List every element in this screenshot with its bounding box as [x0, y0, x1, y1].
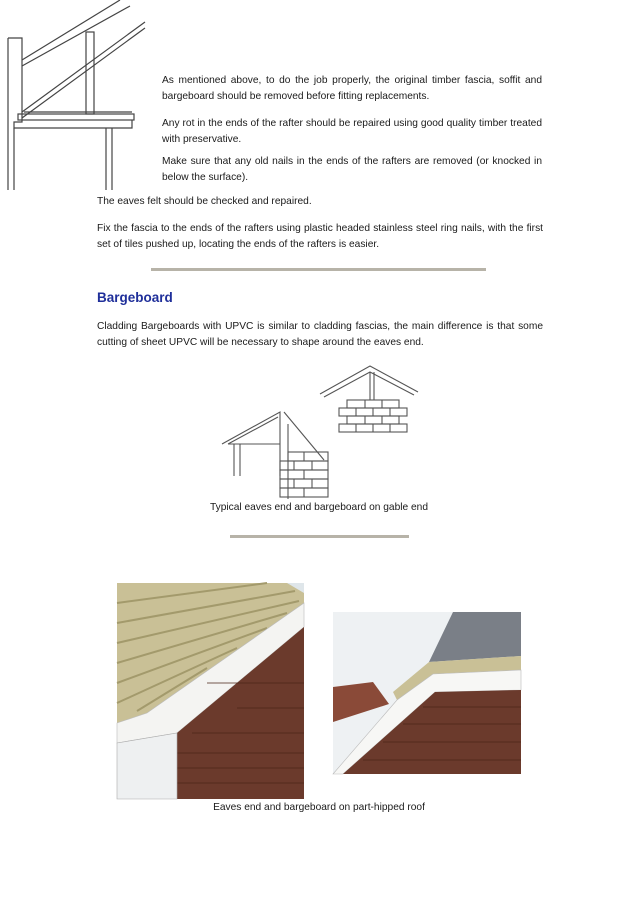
paragraph-bargeboard-intro: Cladding Bargeboards with UPVC is similar to cladding fascias, the main difference is that some cutting of sheet UPVC will be necessary to shape around the eaves end.	[97, 321, 543, 348]
paragraph-remove-timber: As mentioned above, to do the job properly, the original timber fascia, soffit and bargeboard should be removed before fitting replacements.	[162, 75, 542, 102]
paragraph-rafter-rot: Any rot in the ends of the rafter should be repaired using good quality timber treated with preservative.	[162, 118, 542, 145]
section-heading: Bargeboard	[97, 290, 173, 305]
photos-caption: Eaves end and bargeboard on part-hipped roof	[213, 802, 425, 813]
eaves-section-sketch	[0, 0, 150, 190]
paragraph-fix-fascia: Fix the fascia to the ends of the rafters using plastic headed stainless steel ring nails, with the first set of tiles pushed up, locating the ends of the rafters is easier.	[97, 223, 543, 250]
divider-rule-lower	[230, 535, 409, 538]
photo-part-hipped-roof-left	[117, 583, 304, 799]
paragraph-old-nails: Make sure that any old nails in the ends of the rafters are removed (or knocked in below the surface).	[162, 156, 542, 183]
diagram-caption: Typical eaves end and bargeboard on gable end	[209, 502, 429, 513]
photo-part-hipped-roof-right	[333, 612, 521, 774]
paragraph-eaves-felt: The eaves felt should be checked and repaired.	[97, 196, 312, 207]
gable-end-diagram	[220, 364, 420, 504]
divider-rule	[151, 268, 486, 271]
